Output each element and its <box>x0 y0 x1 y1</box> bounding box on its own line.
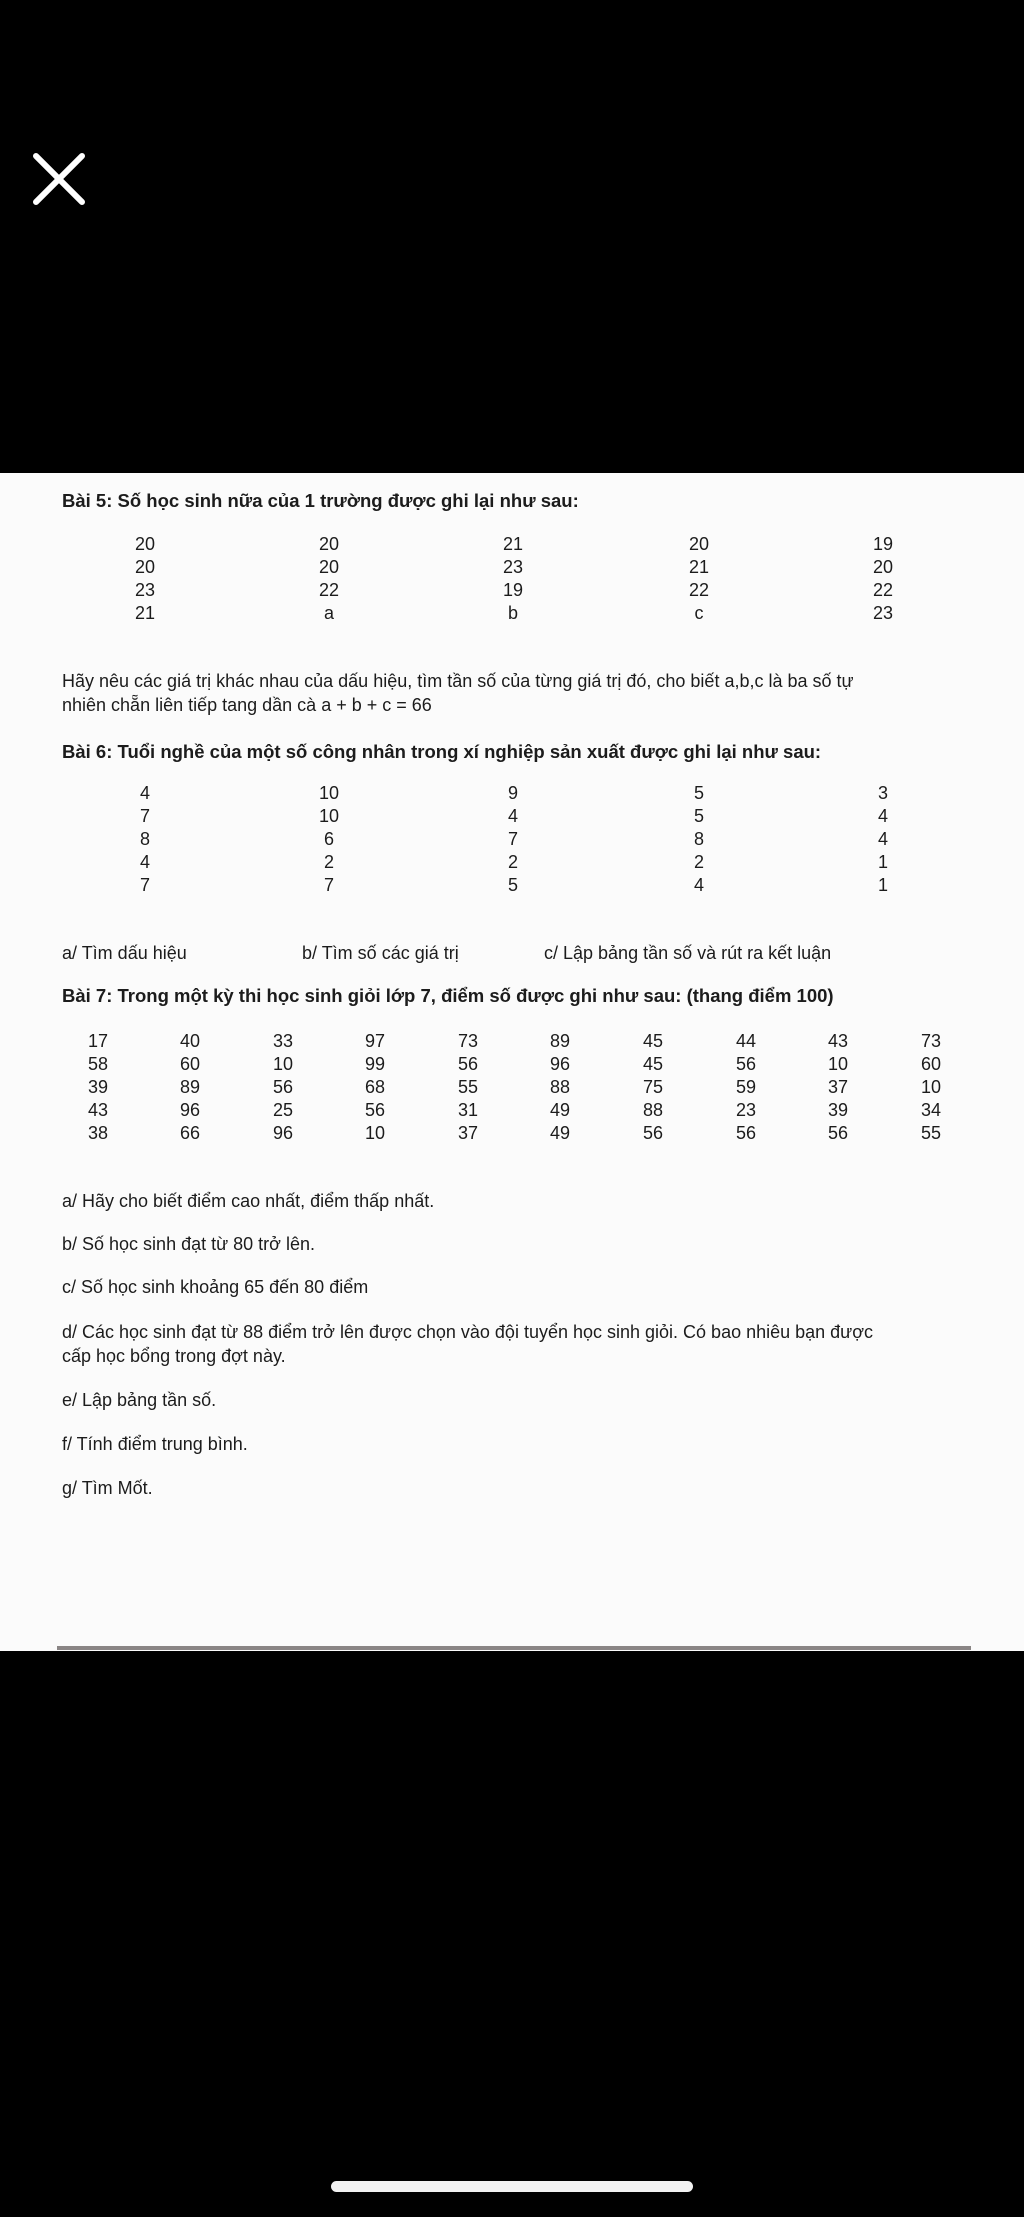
grid-cell: c <box>694 603 704 623</box>
grid-cell: 10 <box>364 1123 386 1143</box>
grid-cell: 8 <box>693 829 704 849</box>
grid-cell: 10 <box>272 1054 294 1074</box>
grid-cell: 7 <box>507 829 518 849</box>
bai5-text-line1: Hãy nêu các giá trị khác nhau của dấu hiệu, tìm tần số của từng giá trị đó, cho biết a,b,c là ba số tự <box>62 671 854 691</box>
grid-cell: 2 <box>693 852 704 872</box>
grid-cell: 55 <box>920 1123 942 1143</box>
grid-cell: 49 <box>549 1100 571 1120</box>
bai7-question-b: b/ Số học sinh đạt từ 80 trở lên. <box>62 1234 315 1254</box>
grid-cell: 20 <box>318 534 340 554</box>
grid-cell: 99 <box>364 1054 386 1074</box>
grid-cell: 89 <box>179 1077 201 1097</box>
close-icon <box>30 150 88 208</box>
grid-cell: 22 <box>318 580 340 600</box>
grid-cell: 9 <box>507 783 518 803</box>
grid-cell: 21 <box>688 557 710 577</box>
grid-cell: 31 <box>457 1100 479 1120</box>
bai7-question-e: e/ Lập bảng tần số. <box>62 1390 217 1410</box>
grid-cell: 22 <box>872 580 894 600</box>
grid-cell: 73 <box>920 1031 942 1051</box>
grid-cell: 4 <box>139 852 150 872</box>
grid-cell: 75 <box>642 1077 664 1097</box>
close-button[interactable] <box>30 150 88 208</box>
grid-cell: 40 <box>179 1031 201 1051</box>
grid-cell: 60 <box>920 1054 942 1074</box>
grid-cell: 10 <box>318 806 340 826</box>
grid-cell: 23 <box>735 1100 757 1120</box>
grid-cell: 45 <box>642 1031 664 1051</box>
grid-cell: 39 <box>827 1100 849 1120</box>
bai6-question-b: b/ Tìm số các giá trị <box>302 943 459 963</box>
grid-cell: 19 <box>502 580 524 600</box>
grid-cell: 20 <box>872 557 894 577</box>
grid-cell: 10 <box>827 1054 849 1074</box>
grid-cell: 6 <box>323 829 334 849</box>
grid-cell: 5 <box>693 783 704 803</box>
grid-cell: 56 <box>272 1077 294 1097</box>
grid-cell: 10 <box>920 1077 942 1097</box>
grid-cell: 96 <box>179 1100 201 1120</box>
grid-cell: 8 <box>139 829 150 849</box>
bai7-question-d-line1: d/ Các học sinh đạt từ 88 điểm trở lên được chọn vào đội tuyển học sinh giỏi. Có bao nhiêu bạn được <box>62 1322 874 1342</box>
grid-cell: 4 <box>507 806 518 826</box>
grid-cell: 96 <box>549 1054 571 1074</box>
grid-cell: 96 <box>272 1123 294 1143</box>
grid-cell: 45 <box>642 1054 664 1074</box>
grid-cell: 2 <box>507 852 518 872</box>
bai7-question-d-line2: cấp học bổng trong đợt này. <box>62 1346 286 1366</box>
grid-cell: 23 <box>872 603 894 623</box>
bai7-question-c: c/ Số học sinh khoảng 65 đến 80 điểm <box>62 1277 369 1297</box>
grid-cell: 20 <box>318 557 340 577</box>
grid-cell: 4 <box>693 875 704 895</box>
grid-cell: 22 <box>688 580 710 600</box>
grid-cell: 4 <box>877 806 888 826</box>
grid-cell: 1 <box>877 875 888 895</box>
grid-cell: 56 <box>735 1054 757 1074</box>
bai7-title: Bài 7: Trong một kỳ thi học sinh giỏi lớp 7, điểm số được ghi như sau: (thang điểm 100) <box>62 985 834 1006</box>
bai6-question-a: a/ Tìm dấu hiệu <box>62 943 187 963</box>
bai5-title: Bài 5: Số học sinh nữa của 1 trường được ghi lại như sau: <box>62 490 579 511</box>
bai7-question-f: f/ Tính điểm trung bình. <box>62 1434 248 1454</box>
bai6-title: Bài 6: Tuổi nghề của một số công nhân trong xí nghiệp sản xuất được ghi lại như sau: <box>62 741 822 762</box>
grid-cell: 56 <box>457 1054 479 1074</box>
grid-cell: 20 <box>688 534 710 554</box>
bai7-question-d <box>62 1320 962 1368</box>
grid-cell: 38 <box>87 1123 109 1143</box>
grid-cell: 7 <box>139 875 150 895</box>
grid-cell: 56 <box>827 1123 849 1143</box>
grid-cell: 20 <box>134 534 156 554</box>
grid-cell: 97 <box>364 1031 386 1051</box>
home-indicator[interactable] <box>331 2181 693 2192</box>
grid-cell: 7 <box>323 875 334 895</box>
grid-cell: 5 <box>693 806 704 826</box>
grid-cell: 66 <box>179 1123 201 1143</box>
grid-cell: 20 <box>134 557 156 577</box>
grid-cell: a <box>323 603 334 623</box>
grid-cell: 44 <box>735 1031 757 1051</box>
grid-cell: 33 <box>272 1031 294 1051</box>
grid-cell: 17 <box>87 1031 109 1051</box>
grid-cell: 19 <box>872 534 894 554</box>
grid-cell: 73 <box>457 1031 479 1051</box>
grid-cell: 7 <box>139 806 150 826</box>
grid-cell: 56 <box>364 1100 386 1120</box>
grid-cell: 4 <box>877 829 888 849</box>
grid-cell: b <box>507 603 518 623</box>
grid-cell: 5 <box>507 875 518 895</box>
grid-cell: 56 <box>642 1123 664 1143</box>
bai7-question-a: a/ Hãy cho biết điểm cao nhất, điểm thấp nhất. <box>62 1191 435 1211</box>
grid-cell: 34 <box>920 1100 942 1120</box>
grid-cell: 10 <box>318 783 340 803</box>
bai6-question-c: c/ Lập bảng tần số và rút ra kết luận <box>544 943 832 963</box>
grid-cell: 25 <box>272 1100 294 1120</box>
grid-cell: 21 <box>502 534 524 554</box>
bai7-question-g: g/ Tìm Mốt. <box>62 1478 153 1498</box>
grid-cell: 60 <box>179 1054 201 1074</box>
grid-cell: 23 <box>502 557 524 577</box>
grid-cell: 58 <box>87 1054 109 1074</box>
grid-cell: 68 <box>364 1077 386 1097</box>
grid-cell: 56 <box>735 1123 757 1143</box>
grid-cell: 37 <box>457 1123 479 1143</box>
grid-cell: 1 <box>877 852 888 872</box>
page-bottom-divider <box>57 1646 971 1650</box>
grid-cell: 59 <box>735 1077 757 1097</box>
grid-cell: 88 <box>642 1100 664 1120</box>
bai5-text <box>62 669 962 717</box>
grid-cell: 3 <box>877 783 888 803</box>
grid-cell: 43 <box>827 1031 849 1051</box>
document-photo <box>0 473 1024 1651</box>
grid-cell: 89 <box>549 1031 571 1051</box>
grid-cell: 21 <box>134 603 156 623</box>
grid-cell: 39 <box>87 1077 109 1097</box>
grid-cell: 37 <box>827 1077 849 1097</box>
grid-cell: 2 <box>323 852 334 872</box>
grid-cell: 23 <box>134 580 156 600</box>
grid-cell: 4 <box>139 783 150 803</box>
grid-cell: 49 <box>549 1123 571 1143</box>
grid-cell: 55 <box>457 1077 479 1097</box>
grid-cell: 43 <box>87 1100 109 1120</box>
grid-cell: 88 <box>549 1077 571 1097</box>
bai5-text-line2: nhiên chẵn liên tiếp tang dần cà a + b + c = 66 <box>62 695 432 715</box>
